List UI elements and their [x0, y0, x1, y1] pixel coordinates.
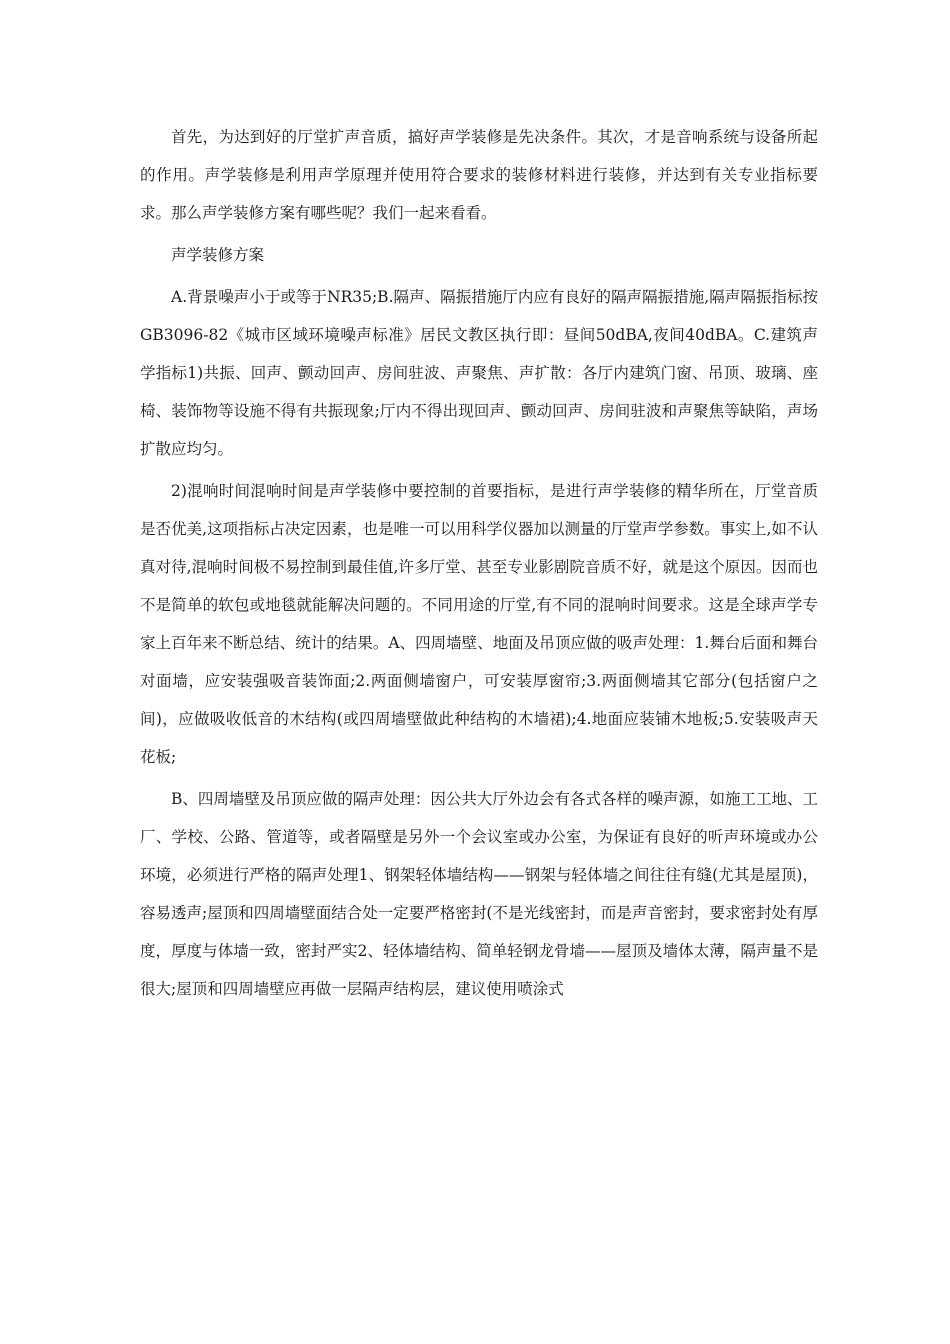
paragraph-reverberation: 2)混响时间混响时间是声学装修中要控制的首要指标，是进行声学装修的精华所在，厅堂音质是否优美,这项指标占决定因素，也是唯一可以用科学仪器加以测量的厅堂声学参数。事实上,如不认真对待,混响时间极不易控制到最佳值,许多厅堂、甚至专业影剧院音质不好，就是这个原因。因而也不是简单的软包或地毯就能解决问题的。不同用途的厅堂,有不同的混响时间要求。这是全球声学专家上百年来不断总结、统计的结果。A、四周墙壁、地面及吊顶应做的吸声处理：1.舞台后面和舞台对面墙，应安装强吸音装饰面;2.两面侧墙窗户，可安装厚窗帘;3.两面侧墙其它部分(包括窗户之间)，应做吸收低音的木结构(或四周墙壁做此种结构的木墙裙);4.地面应装铺木地板;5.安装吸声天花板; — [140, 482, 818, 766]
paragraph-noise-standards: A.背景噪声小于或等于NR35;B.隔声、隔振措施厅内应有良好的隔声隔振措施,隔声隔振指标按GB3096-82《城市区域环境噪声标准》居民文教区执行即：昼间50dBA,夜间40dBA。C.建筑声学指标1)共振、回声、颤动回声、房间驻波、声聚焦、声扩散：各厅内建筑门窗、吊顶、玻璃、座椅、装饰物等设施不得有共振现象;厅内不得出现回声、颤动回声、房间驻波和声聚焦等缺陷，声场扩散应均匀。 — [140, 288, 818, 458]
document-body — [140, 118, 818, 1012]
section-heading: 声学装修方案 — [171, 246, 265, 264]
paragraph-sound-insulation: B、四周墙壁及吊顶应做的隔声处理：因公共大厅外边会有各式各样的噪声源，如施工工地、工厂、学校、公路、管道等，或者隔壁是另外一个会议室或办公室，为保证有良好的听声环境或办公环境，必须进行严格的隔声处理1、钢架轻体墙结构——钢架与轻体墙之间往往有缝(尤其是屋顶)，容易透声;屋顶和四周墙壁面结合处一定要严格密封(不是光线密封，而是声音密封，要求密封处有厚度，厚度与体墙一致，密封严实2、轻体墙结构、简单轻钢龙骨墙——屋顶及墙体太薄，隔声量不是很大;屋顶和四周墙壁应再做一层隔声结构层，建议使用喷涂式 — [140, 790, 818, 998]
paragraph-intro: 首先，为达到好的厅堂扩声音质，搞好声学装修是先决条件。其次，才是音响系统与设备所起的作用。声学装修是利用声学原理并使用符合要求的装修材料进行装修，并达到有关专业指标要求。那么声学装修方案有哪些呢？我们一起来看看。 — [140, 128, 818, 222]
